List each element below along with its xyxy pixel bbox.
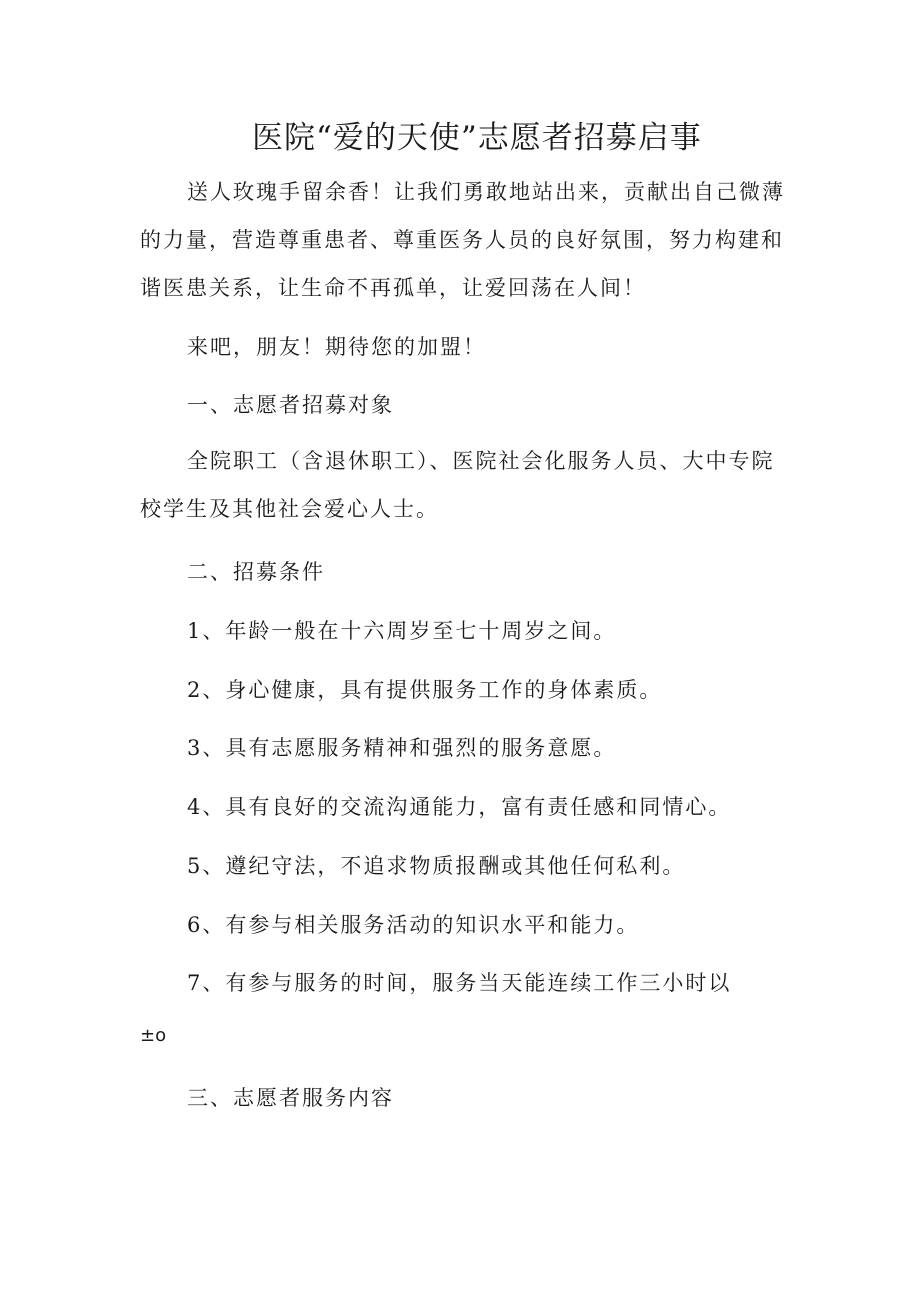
condition-item: 6、有参与相关服务活动的知识水平和能力。 bbox=[187, 913, 640, 937]
intro-paragraph bbox=[140, 168, 790, 312]
condition-item: 1、年龄一般在十六周岁至七十周岁之间。 bbox=[187, 619, 617, 643]
invite-line: 来吧，朋友！期待您的加盟！ bbox=[187, 335, 486, 359]
condition-item: 3、具有志愿服务精神和强烈的服务意愿。 bbox=[187, 736, 617, 760]
section2-heading: 二、招募条件 bbox=[187, 560, 325, 584]
condition-item: 7、有参与服务的时间，服务当天能连续工作三小时以 bbox=[187, 971, 732, 995]
condition-item: 5、遵纪守法，不追求物质报酬或其他任何私利。 bbox=[187, 854, 686, 878]
document-title: 医院“爱的天使”志愿者招募启事 bbox=[252, 120, 702, 156]
section3-heading: 三、志愿者服务内容 bbox=[187, 1086, 394, 1110]
section1-paragraph bbox=[140, 437, 790, 533]
stray-text: ±o bbox=[140, 1025, 167, 1046]
intro-text: 送人玫瑰手留余香！让我们勇敢地站出来，贡献出自己微薄的力量，营造尊重患者、尊重医务人员的良好氛围，努力构建和谐医患关系，让生命不再孤单，让爱回荡在人间！ bbox=[140, 180, 785, 300]
section1-heading: 一、志愿者招募对象 bbox=[187, 393, 394, 417]
condition-item: 4、具有良好的交流沟通能力，富有责任感和同情心。 bbox=[187, 795, 732, 819]
condition-item: 2、身心健康，具有提供服务工作的身体素质。 bbox=[187, 678, 663, 702]
section1-text: 全院职工（含退休职工）、医院社会化服务人员、大中专院校学生及其他社会爱心人士。 bbox=[140, 449, 775, 521]
